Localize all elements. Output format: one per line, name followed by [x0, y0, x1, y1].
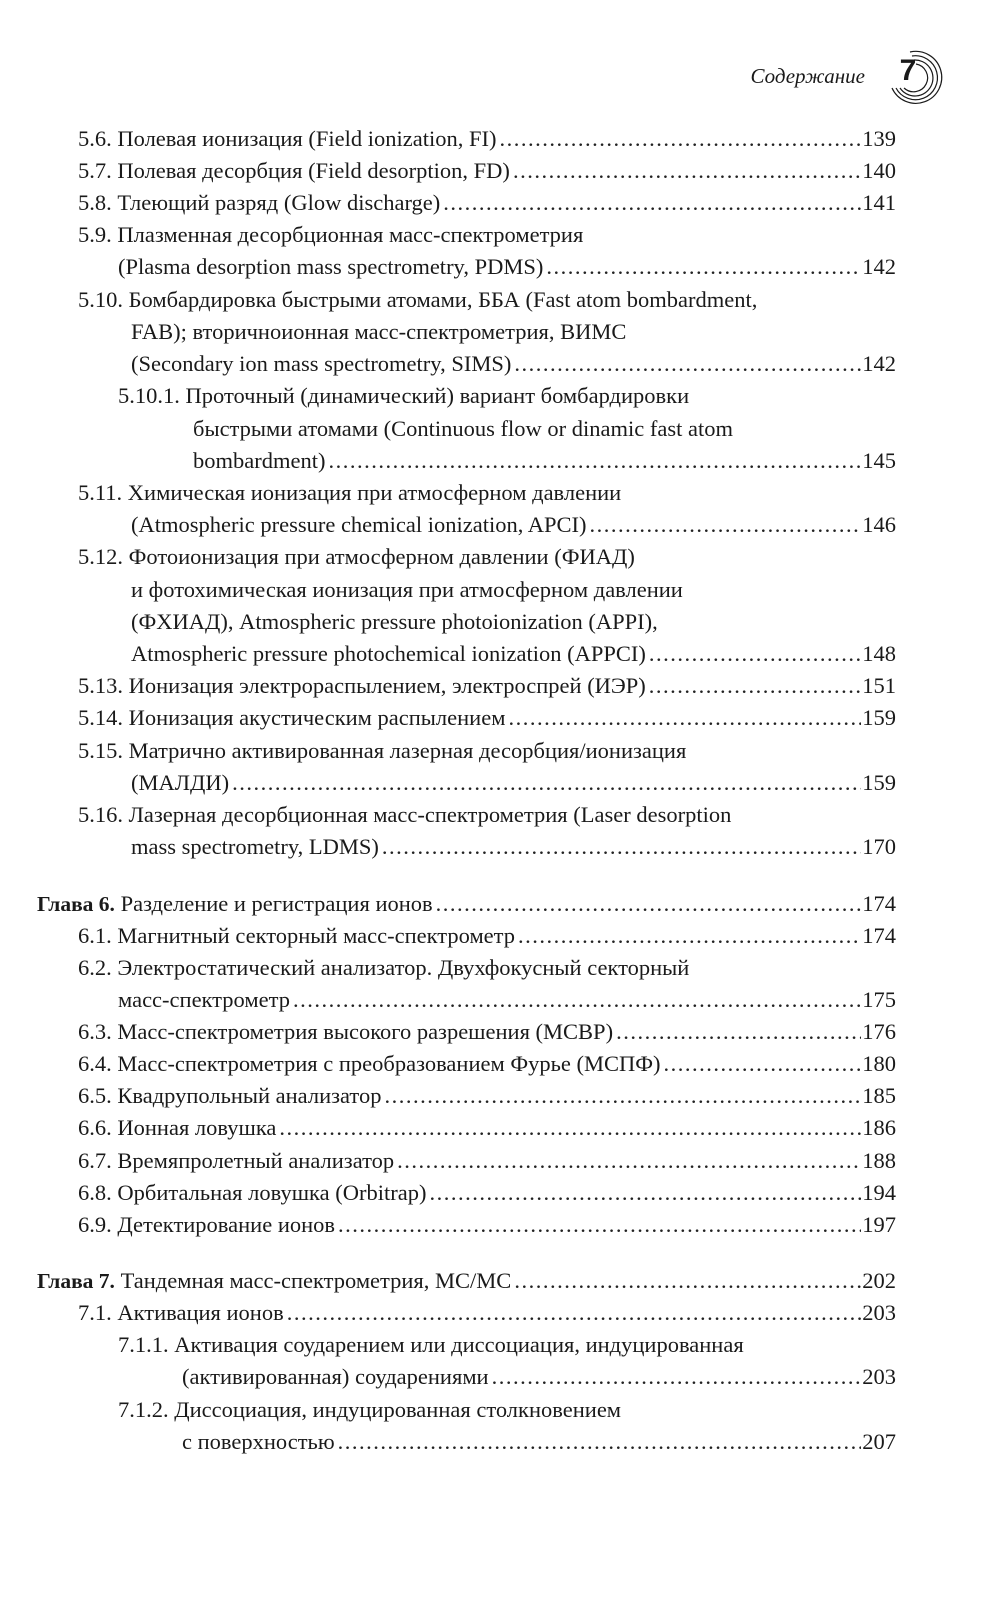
toc-entry	[118, 251, 896, 283]
entry-title: (Atmospheric pressure chemical ionization, APCI)	[131, 512, 587, 537]
dot-leader	[518, 920, 861, 952]
entry-title: Ионизация акустическим распылением	[128, 705, 506, 730]
toc-entry	[78, 1145, 896, 1177]
entry-number: 5.16.	[78, 802, 123, 827]
entry-page: 203	[862, 1364, 896, 1389]
toc-entry	[78, 1209, 896, 1241]
entry-number: 6.1.	[78, 923, 112, 948]
entry-page: 202	[862, 1268, 896, 1293]
toc-entry-line	[78, 952, 896, 984]
entry-title: Времяпролетный анализатор	[117, 1148, 395, 1173]
entry-number: 5.9.	[78, 222, 112, 247]
entry-title: Полевая десорбция (Field desorption, FD)	[117, 158, 510, 183]
toc-entry	[131, 348, 896, 380]
dot-leader	[436, 888, 862, 920]
chapter-label: Глава 6.	[37, 892, 115, 916]
entry-page: 142	[862, 351, 896, 376]
entry-title: bombardment)	[193, 448, 326, 473]
toc-entry	[78, 1080, 896, 1112]
entry-title: Магнитный секторный масс-спектрометр	[117, 923, 516, 948]
entry-number: 6.3.	[78, 1019, 112, 1044]
entry-page: 139	[862, 126, 896, 151]
dot-leader	[664, 1048, 862, 1080]
entry-page: 176	[862, 1019, 896, 1044]
entry-title: Тлеющий разряд (Glow discharge)	[117, 190, 441, 215]
entry-title: Активация соударением или диссоциация, индуцированная	[174, 1332, 744, 1357]
toc-entry-line	[78, 541, 896, 573]
entry-page: 140	[862, 158, 896, 183]
entry-page: 151	[862, 673, 896, 698]
entry-page: 186	[862, 1115, 896, 1140]
dot-leader	[293, 984, 861, 1016]
entry-title: Плазменная десорбционная масс-спектрометрия	[117, 222, 584, 247]
entry-title: Электростатический анализатор. Двухфокусный секторный	[117, 955, 690, 980]
toc-entry-line	[78, 477, 896, 509]
toc-chapter-entry	[37, 1265, 896, 1297]
dot-leader	[279, 1112, 861, 1144]
toc-chapter-entry	[37, 888, 896, 920]
entry-title: Масс-спектрометрия высокого разрешения (МСВР)	[117, 1019, 614, 1044]
entry-title: Ионная ловушка	[117, 1115, 277, 1140]
entry-page: 142	[862, 254, 896, 279]
entry-page: 148	[862, 641, 896, 666]
entry-title: Бомбардировка быстрыми атомами, ББА (Fast atom bombardment,	[128, 287, 758, 312]
entry-number: 6.2.	[78, 955, 112, 980]
entry-title: Матрично активированная лазерная десорбция/ионизация	[128, 738, 687, 763]
dot-leader	[382, 831, 861, 863]
entry-number: 5.13.	[78, 673, 123, 698]
toc-entry	[182, 1426, 896, 1458]
entry-number: 6.6.	[78, 1115, 112, 1140]
toc-entry	[193, 445, 896, 477]
entry-title: (Plasma desorption mass spectrometry, PDMS)	[118, 254, 544, 279]
entry-page: 174	[862, 891, 896, 916]
entry-title: (ФХИАД), Atmospheric pressure photoionization (APPI),	[131, 609, 658, 634]
entry-page: 185	[862, 1083, 896, 1108]
toc-entry	[78, 1112, 896, 1144]
toc-entry	[131, 767, 896, 799]
entry-title: Химическая ионизация при атмосферном давлении	[127, 480, 622, 505]
toc-entry	[118, 984, 896, 1016]
entry-page: 194	[862, 1180, 896, 1205]
entry-title: (активированная) соударениями	[182, 1364, 489, 1389]
toc-entry-line	[78, 219, 896, 251]
chapter-label: Глава 7.	[37, 1269, 115, 1293]
dot-leader	[649, 670, 861, 702]
entry-title: mass spectrometry, LDMS)	[131, 834, 379, 859]
entry-page: 175	[862, 987, 896, 1012]
entry-title: быстрыми атомами (Continuous flow or dinamic fast atom	[193, 416, 733, 441]
toc-entry	[131, 509, 896, 541]
entry-page: 188	[862, 1148, 896, 1173]
entry-title: (Secondary ion mass spectrometry, SIMS)	[131, 351, 512, 376]
dot-leader	[338, 1209, 861, 1241]
dot-leader	[499, 123, 861, 155]
toc-entry	[131, 638, 896, 670]
entry-title: (МАЛДИ)	[131, 770, 230, 795]
chapter-title: Разделение и регистрация ионов	[120, 891, 433, 916]
dot-leader	[514, 348, 861, 380]
dot-leader	[590, 509, 862, 541]
entry-title: Диссоциация, индуцированная столкновением	[174, 1397, 622, 1422]
entry-number: 6.7.	[78, 1148, 112, 1173]
toc-entry	[131, 831, 896, 863]
toc-entry	[78, 702, 896, 734]
toc-entry	[78, 670, 896, 702]
entry-number: 6.9.	[78, 1212, 112, 1237]
entry-page: 141	[862, 190, 896, 215]
entry-title: Орбитальная ловушка (Orbitrap)	[117, 1180, 427, 1205]
entry-title: Лазерная десорбционная масс-спектрометрия (Laser desorption	[128, 802, 732, 827]
entry-page: 170	[862, 834, 896, 859]
entry-number: 6.4.	[78, 1051, 112, 1076]
dot-leader	[492, 1361, 862, 1393]
entry-title: Проточный (динамический) вариант бомбардировки	[185, 383, 690, 408]
toc-entry-line	[131, 574, 896, 606]
dot-leader	[232, 767, 861, 799]
dot-leader	[616, 1016, 861, 1048]
entry-title: Квадрупольный анализатор	[117, 1083, 382, 1108]
dot-leader	[649, 638, 861, 670]
running-head-title: Содержание	[750, 64, 865, 88]
entry-number: 6.5.	[78, 1083, 112, 1108]
entry-page: 146	[862, 512, 896, 537]
toc-entry	[182, 1361, 896, 1393]
entry-title: с поверхностью	[182, 1429, 335, 1454]
entry-page: 203	[862, 1300, 896, 1325]
dot-leader	[443, 187, 861, 219]
dot-leader	[429, 1177, 861, 1209]
dot-leader	[508, 702, 861, 734]
toc-entry	[78, 1177, 896, 1209]
entry-number: 5.6.	[78, 126, 112, 151]
toc-entry	[78, 1048, 896, 1080]
dot-leader	[397, 1145, 861, 1177]
entry-title: и фотохимическая ионизация при атмосферном давлении	[131, 577, 683, 602]
dot-leader	[328, 445, 861, 477]
toc-entry	[78, 1016, 896, 1048]
entry-number: 5.15.	[78, 738, 123, 763]
entry-title: Масс-спектрометрия с преобразованием Фурье (МСПФ)	[117, 1051, 661, 1076]
dot-leader	[514, 1265, 861, 1297]
dot-leader	[338, 1426, 862, 1458]
entry-title: Детектирование ионов	[117, 1212, 336, 1237]
toc-entry	[78, 187, 896, 219]
toc-entry-line	[78, 284, 896, 316]
entry-title: Atmospheric pressure photochemical ionization (APPCI)	[131, 641, 646, 666]
dot-leader	[287, 1297, 862, 1329]
entry-page: 159	[862, 705, 896, 730]
toc-entry	[78, 155, 896, 187]
dot-leader	[384, 1080, 861, 1112]
toc-entry-line	[118, 1394, 896, 1426]
entry-number: 5.10.	[78, 287, 123, 312]
entry-page: 174	[862, 923, 896, 948]
toc-entry-line	[78, 799, 896, 831]
entry-title: Полевая ионизация (Field ionization, FI)	[117, 126, 497, 151]
entry-number: 7.1.2.	[118, 1397, 169, 1422]
dot-leader	[513, 155, 861, 187]
page-number: 7	[899, 54, 917, 87]
entry-number: 5.11.	[78, 480, 123, 505]
toc-entry-line	[118, 380, 896, 412]
entry-title: FAB); вторичноионная масс-спектрометрия, ВИМС	[131, 319, 627, 344]
toc-entry-line	[78, 735, 896, 767]
entry-number: 5.8.	[78, 190, 112, 215]
toc-entry	[78, 920, 896, 952]
entry-page: 207	[862, 1429, 896, 1454]
entry-title: Ионизация электрораспылением, электроспрей (ИЭР)	[128, 673, 646, 698]
entry-number: 5.10.1.	[118, 383, 180, 408]
chapter-title: Тандемная масс-спектрометрия, МС/МС	[120, 1268, 512, 1293]
entry-page: 180	[862, 1051, 896, 1076]
entry-page: 145	[862, 448, 896, 473]
entry-number: 7.1.	[78, 1300, 112, 1325]
entry-title: Активация ионов	[117, 1300, 284, 1325]
toc-entry-line	[131, 606, 896, 638]
entry-page: 197	[862, 1212, 896, 1237]
entry-title: масс-спектрометр	[118, 987, 290, 1012]
toc-entry	[78, 123, 896, 155]
toc-entry-line	[193, 413, 896, 445]
page-header	[0, 0, 1000, 110]
entry-title: Фотоионизация при атмосферном давлении (ФИАД)	[128, 544, 635, 569]
entry-number: 5.7.	[78, 158, 112, 183]
toc-entry-line	[131, 316, 896, 348]
entry-page: 159	[862, 770, 896, 795]
entry-number: 7.1.1.	[118, 1332, 169, 1357]
toc-entry-line	[118, 1329, 896, 1361]
toc-entry	[78, 1297, 896, 1329]
dot-leader	[546, 251, 861, 283]
entry-number: 6.8.	[78, 1180, 112, 1205]
page-number-badge	[888, 48, 948, 108]
entry-number: 5.14.	[78, 705, 123, 730]
entry-number: 5.12.	[78, 544, 123, 569]
